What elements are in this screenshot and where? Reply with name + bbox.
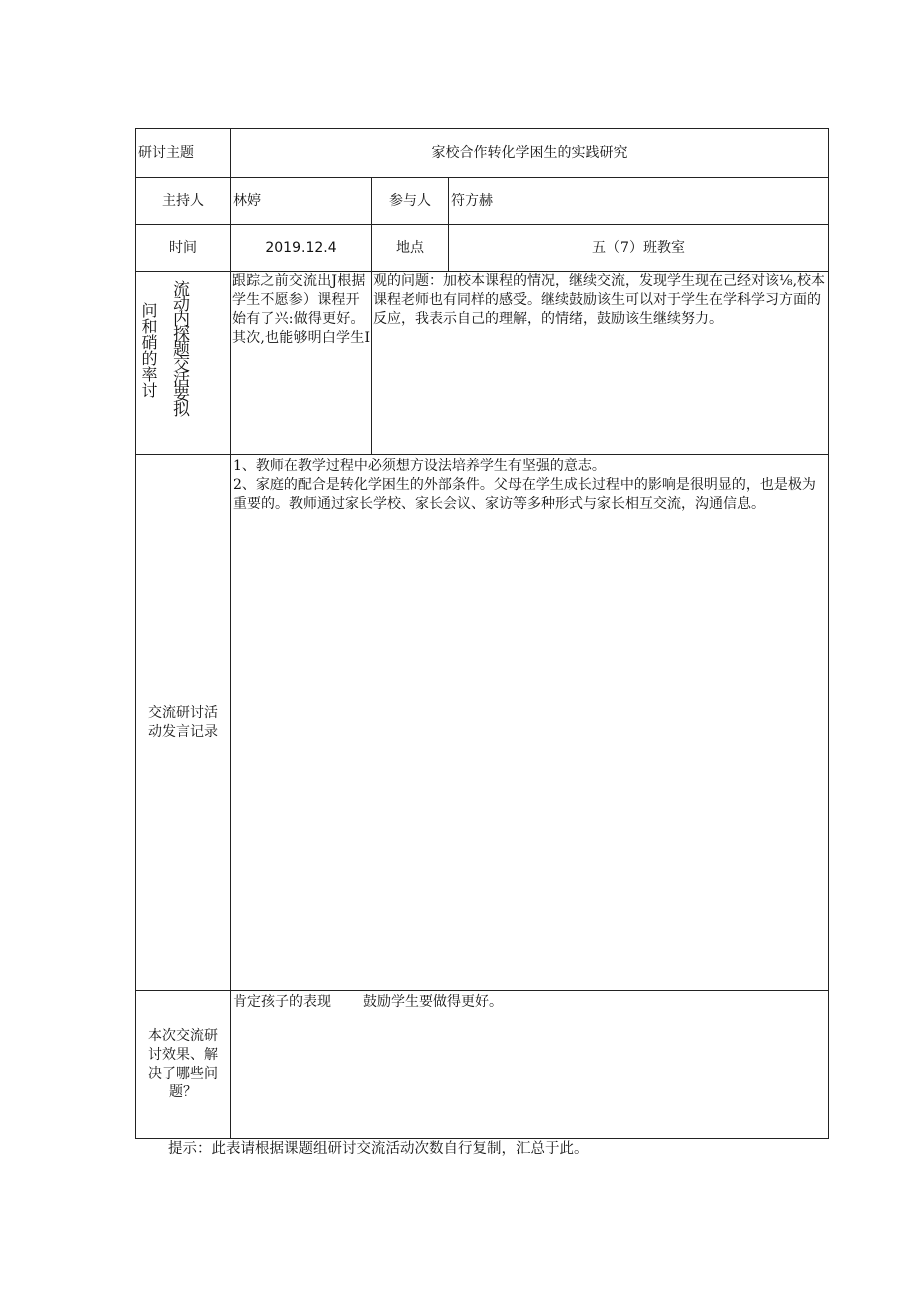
result-content <box>231 991 829 1139</box>
place-label: 地点 <box>372 225 449 272</box>
footer-note: 提示：此表请根据课题组研讨交流活动次数自行复制，汇总于此。 <box>168 1141 589 1157</box>
topic-row <box>136 129 829 178</box>
time-label: 时间 <box>136 225 231 272</box>
host-label: 主持人 <box>136 178 231 225</box>
problem-label-col1: 问和硝的率讨 <box>139 302 158 398</box>
result-label: 本次交流研讨效果、解决了哪些问题？ <box>136 991 231 1139</box>
problem-right-text: 观的问题：加校本课程的情况，继续交流，发现学生现在己经对该⅛,校本课程老师也有同样的感受。继续鼓励该生可以对于学生在学科学习方面的反应，我表示自己的理解，的情绪，鼓励该生继续努力。 <box>372 272 829 455</box>
problem-label <box>136 272 231 455</box>
problem-left-text: 跟踪之前交流出J根据学生不愿参）课程开始有了兴:做得更好。其次,也能够明白学生I <box>231 272 372 455</box>
research-record-table <box>135 128 829 1139</box>
place-value: 五（7）班教室 <box>449 225 829 272</box>
result-part-1: 肯定孩子的表现 <box>233 994 331 1010</box>
host-value: 林婷 <box>231 178 372 225</box>
problem-row <box>136 272 829 455</box>
record-line-1: 1、教师在教学过程中必须想方设法培养学生有坚强的意志。 <box>233 458 606 474</box>
topic-value: 家校合作转化学困生的实践研究 <box>231 129 829 178</box>
record-row <box>136 455 829 991</box>
participant-label: 参与人 <box>372 178 449 225</box>
topic-label: 研讨主题 <box>136 129 231 178</box>
record-line-2: 2、家庭的配合是转化学困生的外部条件。父母在学生成长过程中的影响是很明显的，也是极为重要的。教师通过家长学校、家长会议、家访等多种形式与家长相互交流，沟通信息。 <box>233 476 816 512</box>
time-value: 2019.12.4 <box>231 225 372 272</box>
participant-value: 符方赫 <box>449 178 829 225</box>
problem-label-col2: 流动内探题交活要拟 <box>169 280 189 415</box>
result-row <box>136 991 829 1139</box>
time-row <box>136 225 829 272</box>
result-part-2: 鼓励学生要做得更好。 <box>363 994 503 1010</box>
host-row <box>136 178 829 225</box>
record-content <box>231 455 829 991</box>
record-label: 交流研讨活动发言记录 <box>136 455 231 991</box>
